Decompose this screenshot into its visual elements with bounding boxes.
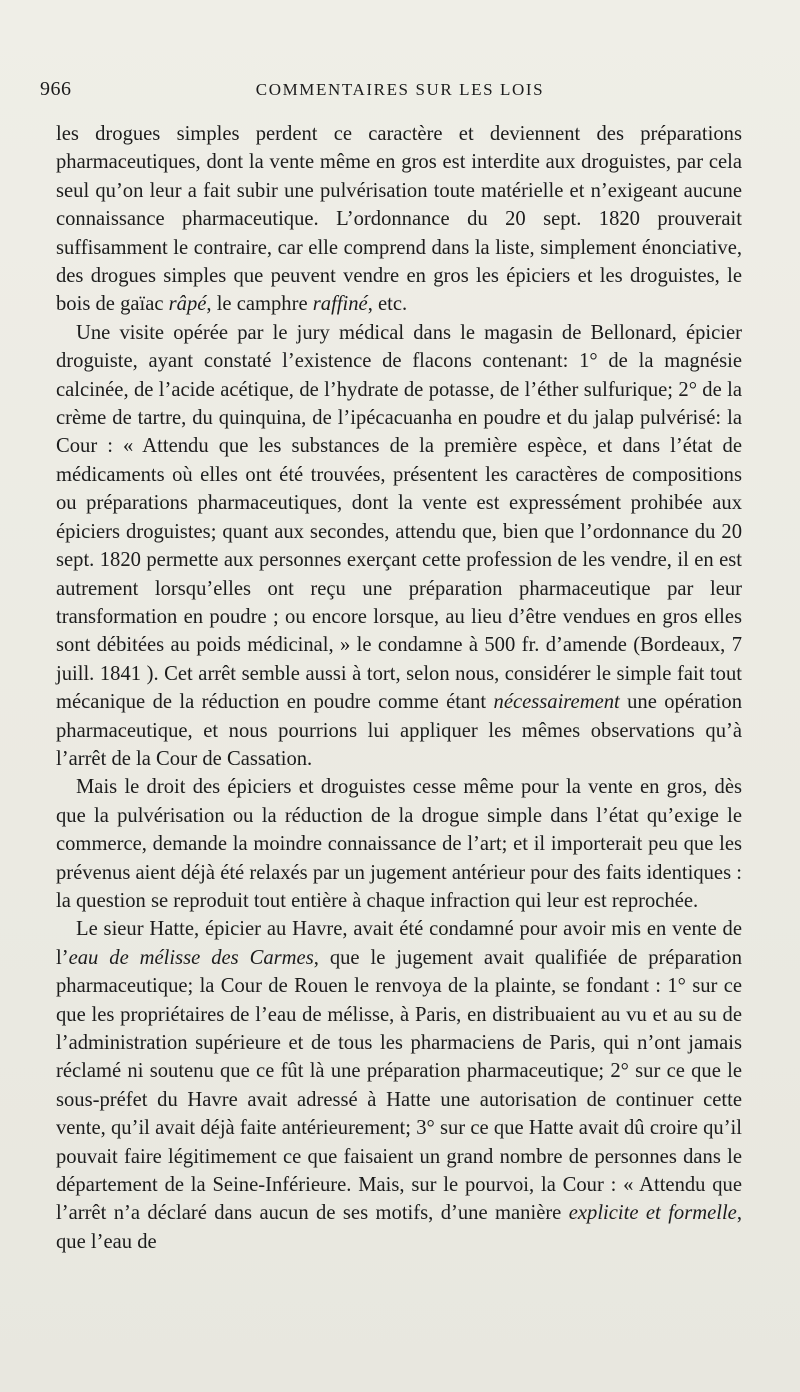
page-number: 966 (40, 78, 72, 100)
text-run: les drogues simples perdent ce caractère et deviennent des préparations pharmaceutiques, dont la vente même en gros est interdite aux droguistes, par cela seul qu’on leur a fait subir une pulvérisation toute matérielle et n’exigeant aucune connaissance pharmaceutique. L’ordonnance du 20 sept. 1820 prouverait suffisamment le contraire, car elle comprend dans la liste, simplement énonciative, des drogues simples que peuvent vendre en gros les épiciers et les droguistes, le bois de gaïac (56, 123, 742, 316)
text-run: Mais le droit des épiciers et droguistes cesse même pour la vente en gros, dès que la pulvérisation ou la réduction de la drogue simple dans l’état qu’exige le commerce, demande la moindre connaissance de l’art; et il importerait peu que les prévenus aient déjà été relaxés par un jugement antérieur pour des faits identiques : la question se reproduit tout entière à chaque infraction qui leur est reprochée. (56, 776, 742, 912)
text-run: Le sieur Hatte, épicier au Havre, avait été condamné pour avoir mis en vente de l’ (56, 918, 742, 969)
text-run: , etc. (367, 293, 408, 316)
paragraph (56, 319, 742, 774)
paragraph (56, 120, 742, 319)
body-text (56, 120, 742, 1256)
text-run: , que l’eau de (56, 1202, 742, 1253)
text-run: , que le jugement avait qualifiée de préparation pharmaceutique; la Cour de Rouen le renvoya de la plainte, se fondant : 1° sur ce que les propriétaires de l’eau de mélisse, à Paris, en distribuaient au vu et au su de l’administration supérieure et de tous les pharmaciens de Paris, qui n’ont jamais réclamé ni soutenu que ce fût là une préparation pharmaceutique; 2° sur ce que le sous-préfet du Havre avait adressé à Hatte une autorisation de continuer cette vente, qu’il avait déjà faite antérieurement; 3° sur ce que Hatte avait dû croire qu’il pouvait faire légitimement ce que faisaient un grand nombre de personnes dans le département de la Seine-Inférieure. Mais, sur le pourvoi, la Cour : « Attendu que l’arrêt n’a déclaré dans aucun de ses motifs, d’une manière (56, 946, 742, 1225)
paragraph (56, 773, 742, 915)
page-header (40, 78, 740, 108)
text-run: , le camphre (206, 293, 313, 316)
text-run: Une visite opérée par le jury médical dans le magasin de Bellonard, épicier droguiste, ayant constaté l’existence de flacons contenant: 1° de la magnésie calcinée, de l’acide acétique, de l’hydrate de potasse, de l’éther sulfurique; 2° de la crème de tartre, du quinquina, de l’ipécacuanha en poudre et du jalap pulvérisé: la Cour : « Attendu que les substances de la première espèce, et dans l’état de médicaments où elles ont été trouvées, présentent les caractères de compositions ou préparations pharmaceutiques, dont la vente est expressément prohibée aux épiciers droguistes; quant aux secondes, attendu que, bien que l’ordonnance du 20 sept. 1820 permette aux personnes exerçant cette profession de les vendre, il en est autrement lorsqu’elles ont reçu une préparation pharmaceutique par leur transformation en poudre ; ou encore lorsque, au lieu d’être vendues en gros elles sont débitées au poids médicinal, » le condamne à 500 fr. d’amende (Bordeaux, 7 juill. 1841 ). Cet arrêt semble aussi à tort, selon nous, considérer le simple fait tout mécanique de la réduction en poudre comme étant (56, 321, 742, 714)
italic-text: eau de mélisse des Carmes (68, 946, 314, 969)
italic-text: râpé (168, 293, 207, 316)
running-head: COMMENTAIRES SUR LES LOIS (255, 80, 545, 99)
italic-text: raffiné (312, 293, 368, 316)
italic-text: explicite et formelle (568, 1202, 737, 1225)
paragraph (56, 915, 742, 1256)
text-run: une opération pharmaceutique, et nous pourrions lui appliquer les mêmes observations qu’à l’arrêt de la Cour de Cassation. (56, 691, 742, 770)
italic-text: nécessairement (493, 691, 620, 714)
